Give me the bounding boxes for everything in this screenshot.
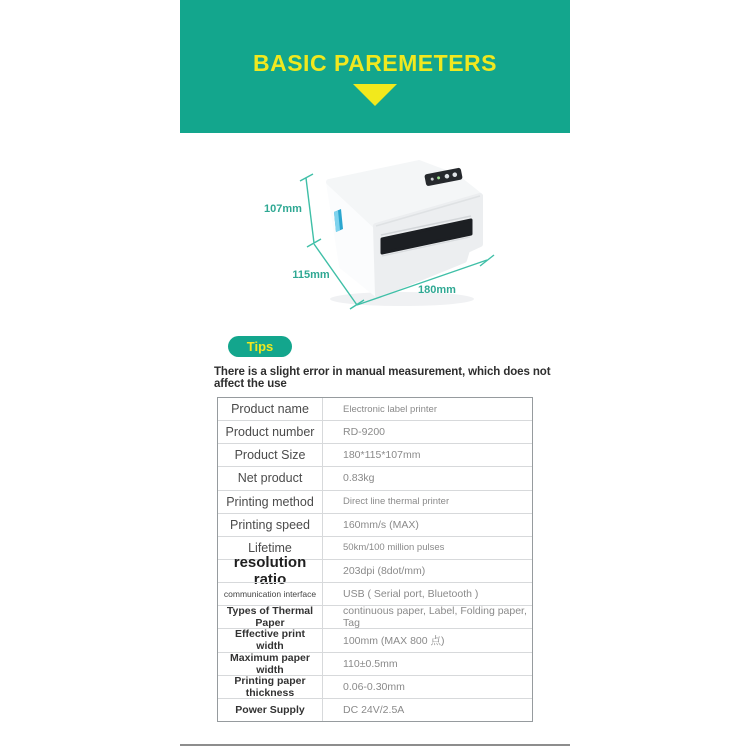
- tips-note: There is a slight error in manual measurement, which does not affect the use: [214, 366, 551, 390]
- spec-value: 180*115*107mm: [343, 449, 421, 462]
- spec-label: Printing speed: [218, 514, 323, 536]
- spec-label: Printing paper thickness: [218, 676, 323, 698]
- spec-value: 50km/100 million pulses: [343, 542, 445, 554]
- tips-badge: Tips: [228, 336, 292, 357]
- page-title: BASIC PAREMETERS: [253, 50, 497, 76]
- spec-row: [218, 420, 532, 443]
- spec-label: Product name: [218, 398, 323, 420]
- spec-row: [218, 698, 532, 721]
- spec-row: [218, 675, 532, 698]
- spec-row: [218, 513, 532, 536]
- spec-label: Effective print width: [218, 629, 323, 651]
- spec-value: RD-9200: [343, 426, 386, 439]
- spec-label: Lifetime: [218, 537, 323, 559]
- spec-value: 110±0.5mm: [343, 657, 398, 670]
- spec-row: [218, 605, 532, 628]
- spec-label: Product number: [218, 421, 323, 443]
- printer-figure: [280, 150, 500, 320]
- spec-row: [218, 628, 532, 651]
- spec-label: Net product: [218, 467, 323, 489]
- spec-value: 203dpi (8dot/mm): [343, 565, 426, 578]
- spec-table: [217, 397, 533, 722]
- spec-row: [218, 466, 532, 489]
- spec-value: continuous paper, Label, Folding paper, Tag: [343, 605, 527, 630]
- spec-value: 0.06-0.30mm: [343, 680, 405, 693]
- banner: [180, 0, 570, 133]
- spec-row: [218, 490, 532, 513]
- printer-image: [280, 150, 500, 320]
- spec-value: Electronic label printer: [343, 403, 437, 415]
- spec-row: [218, 652, 532, 675]
- dimension-label-height: 107mm: [264, 203, 302, 215]
- dimension-label-width: 180mm: [418, 284, 456, 296]
- spec-row: [218, 582, 532, 605]
- spec-label: communication interface: [218, 583, 323, 605]
- spec-label: resolution ratio: [218, 560, 323, 582]
- spec-label: Maximum paper width: [218, 653, 323, 675]
- spec-value: Direct line thermal printer: [343, 496, 450, 508]
- spec-value: USB ( Serial port, Bluetooth ): [343, 588, 479, 601]
- spec-value: DC 24V/2.5A: [343, 703, 405, 716]
- dimension-label-depth: 115mm: [292, 269, 330, 281]
- spec-value: 160mm/s (MAX): [343, 518, 419, 531]
- bottom-divider: [180, 744, 570, 746]
- spec-label: Product Size: [218, 444, 323, 466]
- spec-label: Printing method: [218, 491, 323, 513]
- spec-label: Power Supply: [218, 699, 323, 721]
- spec-row: [218, 443, 532, 466]
- spec-label: Types of Thermal Paper: [218, 606, 323, 628]
- spec-row: [218, 398, 532, 420]
- spec-value: 100mm (MAX 800 点): [343, 634, 445, 647]
- spec-value: 0.83kg: [343, 472, 375, 485]
- down-arrow-icon: [353, 84, 397, 106]
- spec-row: [218, 554, 532, 589]
